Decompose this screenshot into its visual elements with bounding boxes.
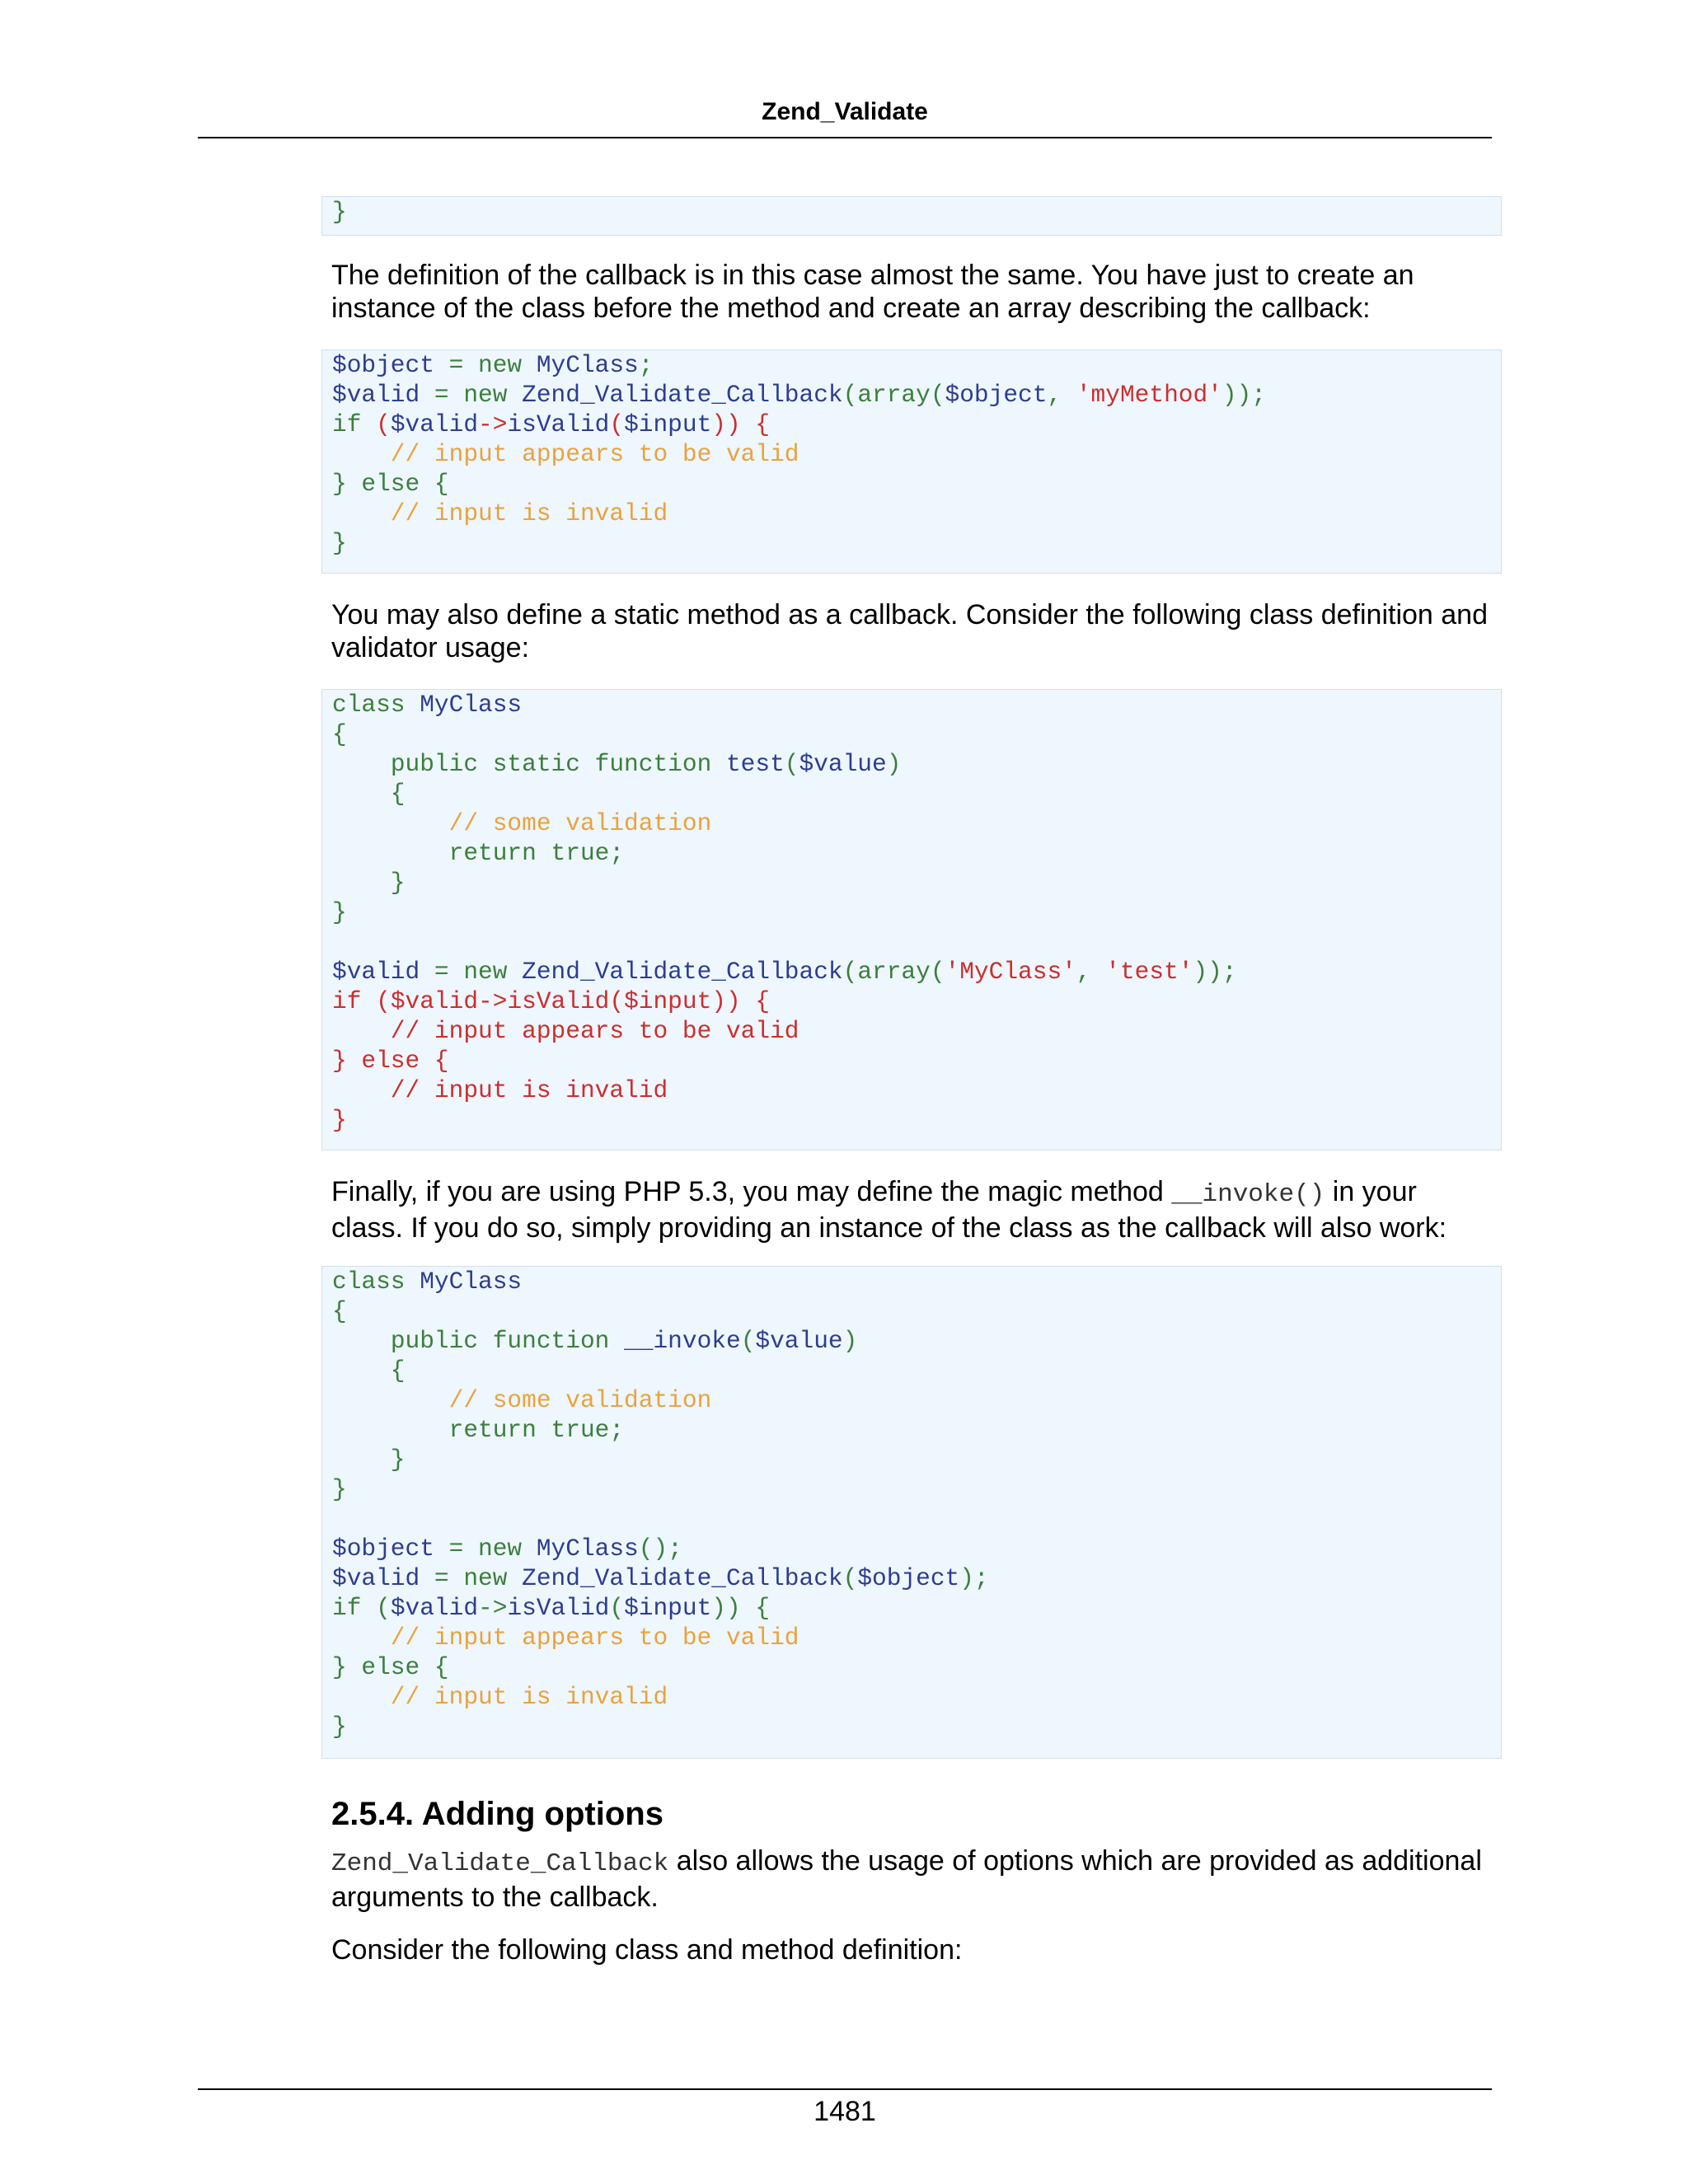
code-token: isValid xyxy=(507,410,610,438)
code-line xyxy=(332,1326,1501,1356)
code-token: true xyxy=(551,1416,610,1444)
code-token: ( xyxy=(930,381,945,409)
code-line xyxy=(332,1356,1501,1385)
code-token: } else { xyxy=(332,1047,449,1075)
code-token xyxy=(332,1327,391,1355)
code-block-3 xyxy=(321,689,1502,1151)
paragraph-adding-options-text: also allows the usage of options which are provided as additional arguments to the callback. xyxy=(331,1845,1482,1913)
code-token: -> xyxy=(478,1594,508,1622)
code-token: ( xyxy=(361,1594,391,1622)
code-token: test xyxy=(725,750,785,778)
code-token: // input appears to be valid xyxy=(332,1017,799,1045)
section-heading: 2.5.4. Adding options xyxy=(331,1796,663,1832)
code-token: $input xyxy=(624,1594,712,1622)
code-token: $valid xyxy=(390,987,479,1015)
code-token: // input is invalid xyxy=(332,1076,668,1104)
code-token xyxy=(711,750,726,778)
code-token xyxy=(507,958,522,986)
code-token: public xyxy=(390,750,479,778)
code-token: Zend_Validate_Callback xyxy=(522,1564,843,1592)
code-token: ; xyxy=(609,839,625,867)
code-token: if xyxy=(332,1594,362,1622)
code-token: } xyxy=(332,198,347,226)
code-token: ( xyxy=(842,1564,858,1592)
code-token: // some validation xyxy=(332,1386,712,1414)
code-token: } else { xyxy=(332,1653,449,1681)
code-token xyxy=(537,839,551,867)
code-line xyxy=(332,1415,1501,1445)
code-token: )); xyxy=(1221,381,1266,409)
code-line xyxy=(332,957,1501,987)
running-header: Zend_Validate xyxy=(762,98,928,125)
code-token xyxy=(522,351,537,379)
code-token: $value xyxy=(799,750,887,778)
code-token: ( xyxy=(842,381,858,409)
code-token: $valid xyxy=(332,1564,420,1592)
code-token: = xyxy=(420,1564,464,1592)
code-token: // input is invalid xyxy=(332,1683,668,1711)
code-token: 'MyClass' xyxy=(945,958,1076,986)
code-token: new xyxy=(463,1564,508,1592)
code-token: } xyxy=(332,1713,347,1741)
code-line xyxy=(332,439,1501,469)
code-line xyxy=(332,987,1501,1016)
code-line xyxy=(332,528,1501,558)
paragraph-magic-method xyxy=(331,1175,1493,1244)
code-token: $value xyxy=(755,1327,843,1355)
code-line xyxy=(332,1385,1501,1415)
code-line xyxy=(332,1652,1501,1682)
code-token: return xyxy=(448,1416,537,1444)
code-token: } xyxy=(332,869,406,897)
code-token: // input appears to be valid xyxy=(332,1624,799,1652)
code-token: array xyxy=(857,958,931,986)
code-token: ) xyxy=(886,750,902,778)
code-token: } xyxy=(332,1475,347,1503)
paragraph-static-method: You may also define a static method as a callback. Consider the following class definition and validator usage: xyxy=(331,599,1488,663)
code-line xyxy=(332,1563,1501,1593)
code-block-2 xyxy=(321,349,1502,574)
code-token xyxy=(537,1416,551,1444)
code-token: = xyxy=(434,1535,479,1563)
code-token: } else { xyxy=(332,470,449,498)
page-number: 1481 xyxy=(814,2096,876,2127)
code-line xyxy=(332,1712,1501,1741)
code-token: $input xyxy=(624,410,712,438)
code-token: { xyxy=(332,1357,406,1385)
code-token xyxy=(609,1327,624,1355)
code-token: -> xyxy=(478,410,508,438)
code-token: MyClass xyxy=(420,691,523,719)
header-rule xyxy=(198,137,1492,138)
code-token xyxy=(507,1564,522,1592)
code-token: MyClass xyxy=(536,1535,639,1563)
code-token: )) { xyxy=(711,1594,771,1622)
code-token: new xyxy=(463,958,508,986)
code-token: if xyxy=(332,987,362,1015)
code-token: if xyxy=(332,410,362,438)
code-line xyxy=(332,749,1501,779)
code-line xyxy=(332,1046,1501,1076)
code-line xyxy=(332,1534,1501,1563)
code-token: , xyxy=(1076,958,1106,986)
code-token: ( xyxy=(609,410,625,438)
code-line xyxy=(332,838,1501,868)
code-token: } xyxy=(332,898,347,926)
code-line xyxy=(332,410,1501,439)
code-token: { xyxy=(332,720,347,748)
code-token: { xyxy=(332,780,406,808)
code-token: // input is invalid xyxy=(332,499,668,527)
code-token: new xyxy=(478,351,523,379)
code-token: $input xyxy=(624,987,712,1015)
code-block-1 xyxy=(321,196,1502,236)
code-token: ( xyxy=(609,987,625,1015)
code-token: new xyxy=(463,381,508,409)
inline-code-zend-validate-callback: Zend_Validate_Callback xyxy=(331,1849,669,1878)
code-token: isValid xyxy=(507,1594,610,1622)
code-token: ( xyxy=(361,410,391,438)
code-line xyxy=(332,1593,1501,1623)
code-token xyxy=(406,691,420,719)
code-token: 'test' xyxy=(1105,958,1193,986)
code-line xyxy=(332,808,1501,838)
code-token: function xyxy=(594,750,712,778)
code-token: = xyxy=(434,351,479,379)
code-token: ) xyxy=(842,1327,858,1355)
code-token: isValid xyxy=(507,987,610,1015)
code-token: new xyxy=(478,1535,523,1563)
footer-rule xyxy=(198,2088,1492,2090)
code-token: // input appears to be valid xyxy=(332,440,799,468)
code-token: ( xyxy=(784,750,799,778)
paragraph-callback-definition: The definition of the callback is in this case almost the same. You have just to create an instance of the class before the method and create an array describing the callback: xyxy=(331,260,1414,324)
code-token: // some validation xyxy=(332,809,712,837)
code-token: class xyxy=(332,691,406,719)
code-token: -> xyxy=(478,987,508,1015)
code-token xyxy=(580,750,595,778)
code-line xyxy=(332,898,1501,927)
code-token: class xyxy=(332,1268,406,1296)
paragraph-magic-method-text-before: Finally, if you are using PHP 5.3, you may define the magic method xyxy=(331,1176,1172,1207)
paragraph-magic-method-text-after: in your class. If you do so, simply providing an instance of the class as the callback will also work: xyxy=(331,1176,1447,1244)
code-line xyxy=(332,927,1501,957)
code-token: } xyxy=(332,1446,406,1474)
code-token: $valid xyxy=(390,410,479,438)
code-token: )); xyxy=(1193,958,1237,986)
inline-code-invoke: __invoke() xyxy=(1171,1180,1325,1209)
code-token: $object xyxy=(857,1564,960,1592)
code-token: $object xyxy=(332,1535,434,1563)
code-line xyxy=(332,1623,1501,1652)
code-token: = xyxy=(420,381,464,409)
code-block-4 xyxy=(321,1266,1502,1759)
code-token: MyClass xyxy=(420,1268,523,1296)
code-token: MyClass xyxy=(536,351,639,379)
code-token: Zend_Validate_Callback xyxy=(522,381,843,409)
code-line xyxy=(332,1445,1501,1474)
code-token xyxy=(332,1416,449,1444)
code-line xyxy=(332,1504,1501,1534)
code-token: ( xyxy=(740,1327,756,1355)
code-line xyxy=(332,719,1501,749)
code-token: )) { xyxy=(711,410,771,438)
code-token: } xyxy=(332,529,347,557)
code-line xyxy=(332,690,1501,719)
code-token: )) { xyxy=(711,987,771,1015)
code-token: { xyxy=(332,1297,347,1325)
code-token: ( xyxy=(609,1594,625,1622)
code-line xyxy=(332,350,1501,380)
code-line xyxy=(332,469,1501,499)
code-line xyxy=(332,1682,1501,1712)
code-token: true xyxy=(551,839,610,867)
code-token: ( xyxy=(842,958,858,986)
code-token: ( xyxy=(930,958,945,986)
code-token: Zend_Validate_Callback xyxy=(522,958,843,986)
code-token: __invoke xyxy=(624,1327,741,1355)
code-line xyxy=(332,779,1501,808)
code-line xyxy=(332,1296,1501,1326)
code-token xyxy=(478,750,493,778)
code-token xyxy=(507,381,522,409)
code-token: 'myMethod' xyxy=(1076,381,1222,409)
code-token: = xyxy=(420,958,464,986)
code-line xyxy=(332,197,1501,227)
code-token: ; xyxy=(609,1416,625,1444)
code-token: $valid xyxy=(332,958,420,986)
code-line xyxy=(332,499,1501,528)
code-token xyxy=(332,750,391,778)
code-token xyxy=(332,839,449,867)
code-token xyxy=(522,1535,537,1563)
code-token: function xyxy=(492,1327,610,1355)
code-token: $object xyxy=(332,351,434,379)
code-token: array xyxy=(857,381,931,409)
code-token: , xyxy=(1047,381,1076,409)
code-token: ); xyxy=(959,1564,989,1592)
paragraph-consider-definition: Consider the following class and method definition: xyxy=(331,1934,963,1966)
code-line xyxy=(332,1474,1501,1504)
paragraph-adding-options xyxy=(331,1844,1493,1914)
code-token xyxy=(406,1268,420,1296)
code-line xyxy=(332,1016,1501,1046)
code-line xyxy=(332,868,1501,898)
code-line xyxy=(332,380,1501,410)
code-token: $object xyxy=(945,381,1048,409)
code-line xyxy=(332,1076,1501,1105)
code-token xyxy=(478,1327,493,1355)
code-token: public xyxy=(390,1327,479,1355)
code-line xyxy=(332,1105,1501,1135)
code-token: $valid xyxy=(332,381,420,409)
code-token: return xyxy=(448,839,537,867)
code-token: ( xyxy=(361,987,391,1015)
code-token: static xyxy=(492,750,580,778)
code-token: $valid xyxy=(390,1594,479,1622)
code-line xyxy=(332,1267,1501,1296)
code-token: ; xyxy=(638,351,654,379)
code-token: (); xyxy=(638,1535,682,1563)
code-token: } xyxy=(332,1106,347,1134)
